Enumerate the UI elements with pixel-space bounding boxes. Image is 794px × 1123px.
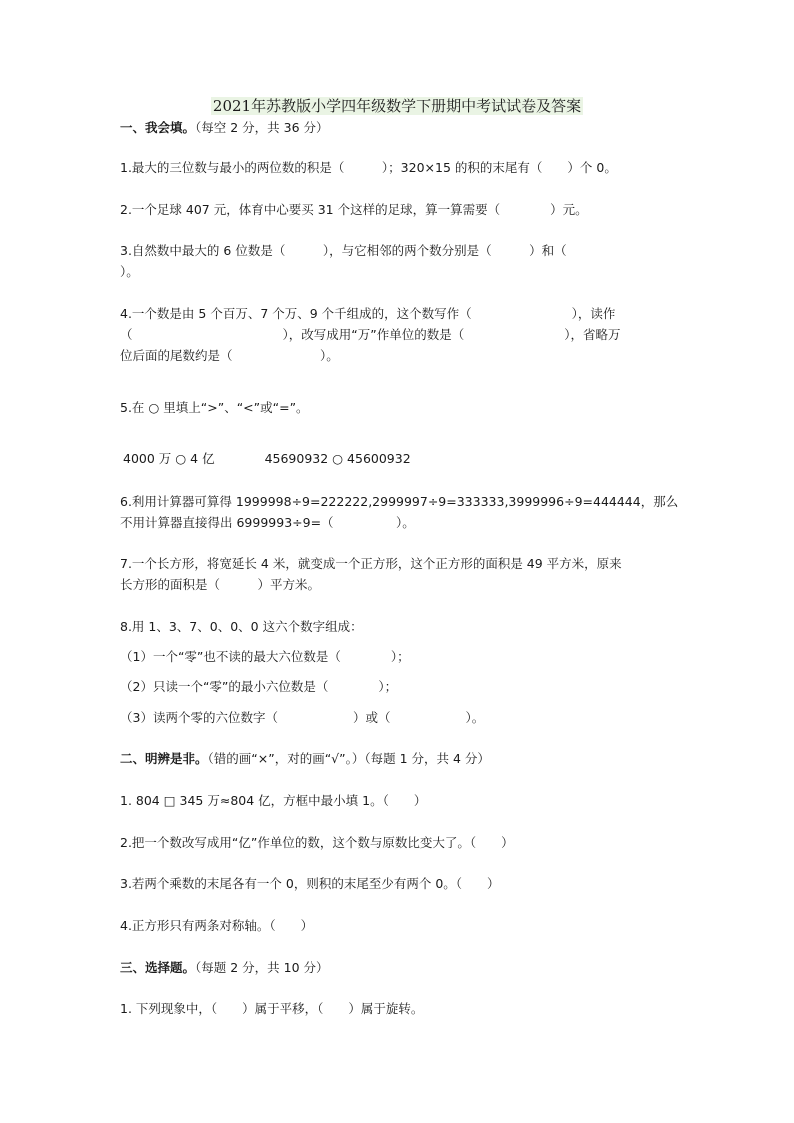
question-1-1: 1.最大的三位数与最小的两位数的积是（ ）；320×15 的积的末尾有（ ）个 0。	[120, 160, 617, 175]
section-3-heading: 三、选择题。	[120, 960, 196, 975]
section-3-note: （每题 2 分，共 10 分）	[195, 960, 329, 975]
question-1-4-line-1: 4.一个数是由 5 个百万、7 个万、9 个千组成的，这个数写作（ ），读作	[120, 306, 616, 321]
question-1-8: 8.用 1、3、7、0、0、0 这六个数字组成：	[120, 619, 363, 634]
question-3-1: 1. 下列现象中，（ ）属于平移，（ ）属于旋转。	[120, 1001, 424, 1016]
question-1-2: 2.一个足球 407 元，体育中心要买 31 个这样的足球，算一算需要（ ）元。	[120, 202, 588, 217]
question-2-1: 1. 804 □ 345 万≈804 亿，方框中最小填 1。（ ）	[120, 793, 427, 808]
section-1-heading: 一、我会填。	[120, 120, 196, 135]
question-1-7-line-1: 7.一个长方形，将宽延长 4 米，就变成一个正方形，这个正方形的面积是 49 平方米，原来	[120, 556, 622, 571]
question-2-3: 3.若两个乘数的末尾各有一个 0，则积的末尾至少有两个 0。（ ）	[120, 876, 500, 891]
question-1-8-part-3: （3）读两个零的六位数字（ ）或（ ）。	[120, 710, 485, 725]
question-1-4-line-2: （ ），改写成用“万”作单位的数是（ ），省略万	[120, 327, 621, 342]
question-1-3-line-2: ）。	[120, 264, 139, 279]
section-3-heading-line	[120, 960, 680, 976]
question-2-4: 4.正方形只有两条对称轴。（ ）	[120, 918, 314, 933]
question-1-7-line-2: 长方形的面积是（ ）平方米。	[120, 577, 321, 592]
question-1-6-line-1: 6.利用计算器可算得 1999998÷9=222222,2999997÷9=333333,3999996÷9=444444，那么	[120, 494, 679, 509]
question-1-4-line-3: 位后面的尾数约是（ ）。	[120, 348, 339, 363]
question-1-5-items: 4000 万 ○ 4 亿 45690932 ○ 45600932	[123, 451, 411, 466]
section-1-note: （每空 2 分，共 36 分）	[195, 120, 329, 135]
question-1-6-line-2: 不用计算器直接得出 6999993÷9=（ ）。	[120, 515, 415, 530]
page-title: 2021年苏教版小学四年级数学下册期中考试试卷及答案	[212, 97, 582, 115]
section-2-heading-line	[120, 751, 680, 767]
question-1-8-part-2: （2）只读一个“零”的最小六位数是（ ）；	[120, 679, 398, 694]
section-2-heading: 二、明辨是非。	[120, 751, 208, 766]
section-1-heading-line	[120, 120, 680, 136]
question-1-5: 5.在 ○ 里填上“>”、“<”或“=”。	[120, 400, 309, 415]
section-2-note: （错的画“×”，对的画“√”。）（每题 1 分，共 4 分）	[207, 751, 490, 766]
question-2-2: 2.把一个数改写成用“亿”作单位的数，这个数与原数比变大了。（ ）	[120, 835, 514, 850]
question-1-8-part-1: （1）一个“零”也不读的最大六位数是（ ）；	[120, 649, 410, 664]
question-1-3-line-1: 3.自然数中最大的 6 位数是（ ），与它相邻的两个数分别是（ ）和（	[120, 243, 567, 258]
